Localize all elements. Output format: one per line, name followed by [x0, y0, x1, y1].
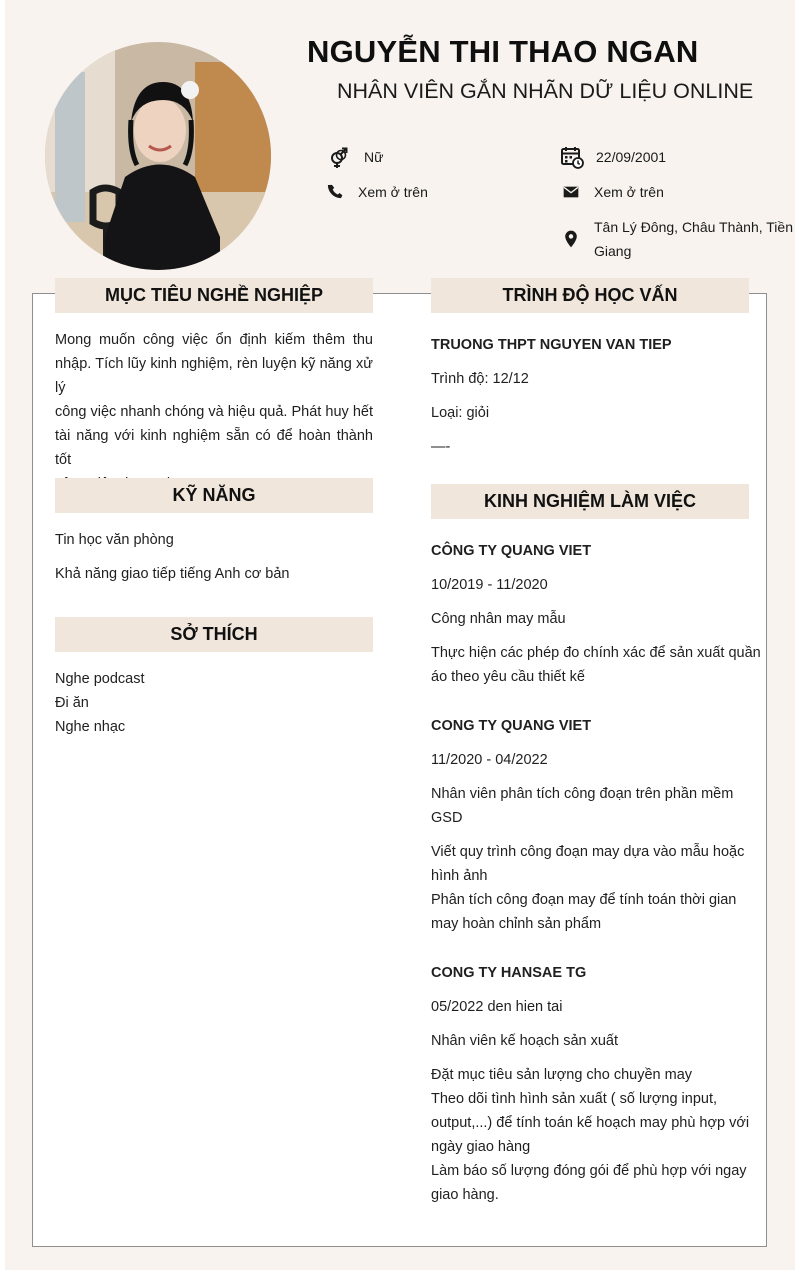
profile-photo — [45, 42, 271, 270]
hobby-item: Đi ăn — [55, 695, 89, 711]
gender-icon — [327, 145, 351, 169]
education-heading: TRÌNH ĐỘ HỌC VẤN — [431, 278, 749, 313]
job-desc-line: Làm báo số lượng đóng gói để phù hợp với ngay — [431, 1163, 747, 1179]
hobby-item: Nghe podcast — [55, 671, 145, 687]
address-line2: Giang — [594, 243, 632, 259]
job-desc-line: ngày giao hàng — [431, 1139, 531, 1155]
job-title: NHÂN VIÊN GẮN NHÃN DỮ LIỆU ONLINE — [337, 79, 754, 103]
job-desc-line: Viết quy trình công đoạn may dựa vào mẫu hoặc — [431, 844, 745, 860]
hobby-item: Nghe nhạc — [55, 719, 126, 735]
objective-line: Mong muốn công việc ổn định kiếm thêm thu — [55, 332, 373, 348]
career-objective-heading: MỤC TIÊU NGHỀ NGHIỆP — [55, 278, 373, 313]
job-company: CÔNG TY QUANG VIET — [431, 543, 592, 559]
job-desc-line: hình ảnh — [431, 868, 488, 884]
job-desc-line: Đặt mục tiêu sản lượng cho chuyền may — [431, 1067, 693, 1083]
experience-heading: KINH NGHIỆM LÀM VIỆC — [431, 484, 749, 519]
email-value: Xem ở trên — [594, 184, 664, 200]
school-name: TRUONG THPT NGUYEN VAN TIEP — [431, 337, 672, 353]
education-level: Trình độ: 12/12 — [431, 371, 529, 387]
address-row — [563, 215, 793, 263]
job-desc-line: giao hàng. — [431, 1187, 499, 1203]
job-desc-line: output,...) để tính toán kế hoạch may phù hợp với — [431, 1115, 750, 1131]
birthday-row — [560, 145, 780, 169]
objective-line: công việc nhanh chóng và hiệu quả. Phát huy hết — [55, 404, 373, 420]
education-note: —- — [431, 439, 451, 455]
job-role: GSD — [431, 810, 463, 826]
job-company: CONG TY HANSAE TG — [431, 965, 587, 981]
skill-item: Khả năng giao tiếp tiếng Anh cơ bản — [55, 566, 290, 582]
hobbies-heading: SỞ THÍCH — [55, 617, 373, 652]
email-row — [563, 180, 763, 204]
education-rank: Loại: giỏi — [431, 405, 490, 421]
job-period: 11/2020 - 04/2022 — [431, 752, 548, 768]
career-objective-text — [55, 328, 373, 496]
calendar-icon — [560, 145, 584, 169]
job-role: Nhân viên phân tích công đoạn trên phần mềm — [431, 786, 734, 802]
location-pin-icon — [563, 230, 579, 248]
job-desc-line: may hoàn chỉnh sản phẩm — [431, 916, 602, 932]
phone-value: Xem ở trên — [358, 184, 428, 200]
birthday-value: 22/09/2001 — [596, 149, 667, 165]
job-desc-line: Thực hiện các phép đo chính xác để sản xuất quần — [431, 645, 761, 661]
job-desc-line: áo theo yêu cầu thiết kế — [431, 669, 585, 685]
gender-row — [327, 145, 527, 169]
skills-heading: KỸ NĂNG — [55, 478, 373, 513]
skill-item: Tin học văn phòng — [55, 532, 174, 548]
gender-value: Nữ — [364, 149, 384, 165]
job-company: CONG TY QUANG VIET — [431, 718, 592, 734]
address-line1: Tân Lý Đông, Châu Thành, Tiền — [594, 219, 793, 235]
job-desc-line: Phân tích công đoạn may để tính toán thời gian — [431, 892, 737, 908]
envelope-icon — [563, 184, 579, 200]
candidate-name: NGUYỄN THI THAO NGAN — [307, 34, 699, 69]
job-period: 10/2019 - 11/2020 — [431, 577, 548, 593]
job-desc-line: Theo dõi tình hình sản xuất ( số lượng input, — [431, 1091, 718, 1107]
job-period: 05/2022 den hien tai — [431, 999, 563, 1015]
job-role: Công nhân may mẫu — [431, 611, 566, 627]
objective-line: nhập. Tích lũy kinh nghiệm, rèn luyện kỹ năng xử lý — [55, 356, 373, 396]
job-role: Nhân viên kế hoạch sản xuất — [431, 1033, 619, 1049]
phone-icon — [327, 183, 345, 201]
phone-row — [327, 180, 527, 204]
objective-line: tài năng với kinh nghiệm sẵn có để hoàn thành tốt — [55, 428, 373, 468]
